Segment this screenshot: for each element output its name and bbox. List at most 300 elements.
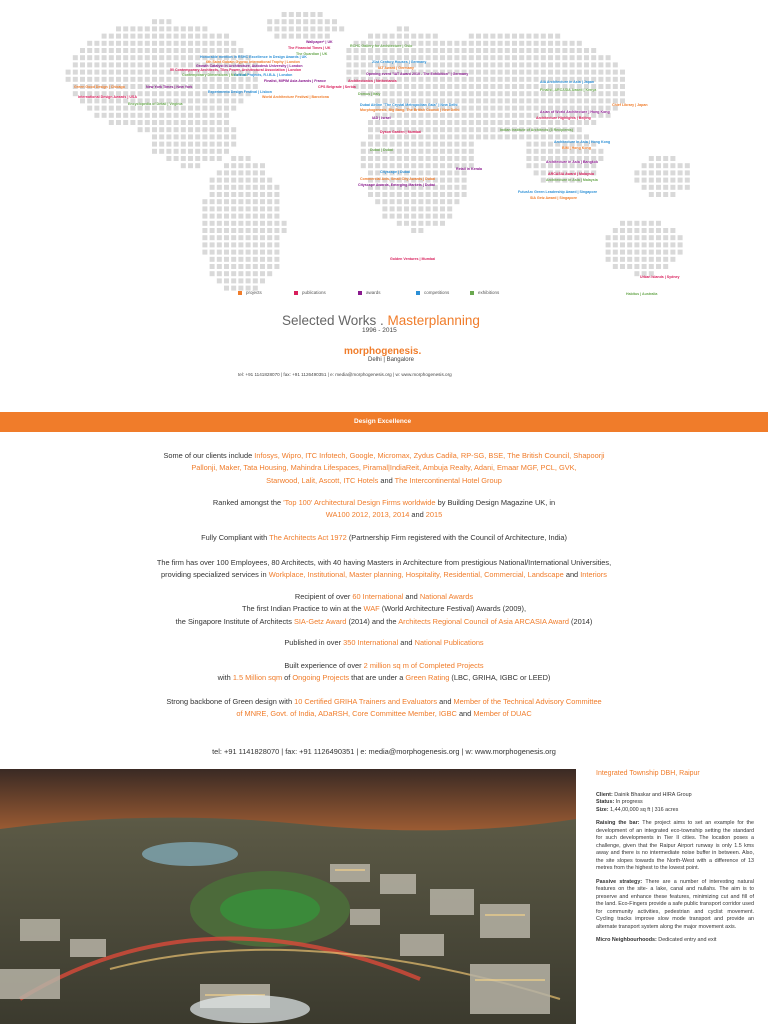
map-dot: [87, 48, 92, 53]
map-dot: [649, 257, 654, 262]
map-dot: [166, 120, 171, 125]
map-dot: [397, 199, 402, 204]
map-dot: [166, 19, 171, 24]
map-award-label: The Guardian | UK: [296, 52, 328, 56]
map-dot: [94, 98, 99, 103]
map-dot: [260, 242, 265, 247]
map-dot: [123, 70, 128, 75]
map-dot: [152, 77, 157, 82]
map-dot: [174, 142, 179, 147]
map-dot: [620, 77, 625, 82]
map-dot: [152, 91, 157, 96]
map-dot: [440, 113, 445, 118]
text: and: [456, 709, 474, 719]
map-dot: [454, 156, 459, 161]
map-dot: [483, 34, 488, 39]
map-dot: [505, 55, 510, 60]
map-dot: [404, 34, 409, 39]
map-dot: [210, 34, 215, 39]
map-dot: [404, 192, 409, 197]
map-dot: [447, 170, 452, 175]
map-dot: [440, 41, 445, 46]
map-dot: [404, 113, 409, 118]
map-dot: [433, 77, 438, 82]
map-dot: [253, 264, 258, 269]
map-dot: [678, 163, 683, 168]
map-dot: [598, 149, 603, 154]
map-award-label: 21st Century Houses | Germany: [372, 60, 427, 64]
map-dot: [613, 250, 618, 255]
cover-title: [282, 313, 480, 328]
map-dot: [577, 120, 582, 125]
map-dot: [210, 235, 215, 240]
highlight: 60 International: [352, 592, 404, 601]
map-dot: [454, 48, 459, 53]
map-dot: [418, 91, 423, 96]
map-dot: [483, 127, 488, 132]
map-dot: [80, 70, 85, 75]
map-dot: [188, 26, 193, 31]
map-dot: [462, 178, 467, 183]
map-dot: [433, 156, 438, 161]
map-dot: [224, 278, 229, 283]
map-dot: [562, 70, 567, 75]
map-dot: [382, 199, 387, 204]
map-dot: [346, 62, 351, 67]
map-dot: [102, 62, 107, 67]
map-dot: [260, 228, 265, 233]
map-dot: [116, 120, 121, 125]
map-dot: [476, 84, 481, 89]
text: (World Architecture Festival) Awards (2009),: [379, 604, 527, 614]
map-dot: [418, 142, 423, 147]
map-award-label: FuturArc Green Leadership Award | Singapore: [518, 190, 598, 194]
map-dot: [498, 77, 503, 82]
map-dot: [462, 77, 467, 82]
map-dot: [505, 84, 510, 89]
map-award-label: Architecture Highlights | Beijing: [536, 116, 591, 120]
map-dot: [361, 62, 366, 67]
map-dot: [238, 163, 243, 168]
map-dot: [375, 199, 380, 204]
map-dot: [505, 120, 510, 125]
map-award-label: Domus | Italy: [358, 92, 381, 96]
map-dot: [483, 98, 488, 103]
map-dot: [606, 98, 611, 103]
map-dot: [454, 170, 459, 175]
map-dot: [195, 77, 200, 82]
map-dot: [447, 62, 452, 67]
map-dot: [541, 41, 546, 46]
map-dot: [210, 134, 215, 139]
map-dot: [656, 228, 661, 233]
map-dot: [123, 55, 128, 60]
map-dot: [433, 55, 438, 60]
map-dot: [152, 62, 157, 67]
map-dot: [159, 70, 164, 75]
map-dot: [526, 120, 531, 125]
map-dot: [447, 206, 452, 211]
map-dot: [282, 12, 287, 17]
map-dot: [526, 77, 531, 82]
map-dot: [426, 221, 431, 226]
map-dot: [397, 221, 402, 226]
map-dot: [462, 113, 467, 118]
map-dot: [418, 163, 423, 168]
map-dot: [627, 228, 632, 233]
map-dot: [498, 98, 503, 103]
map-dot: [440, 84, 445, 89]
map-dot: [174, 127, 179, 132]
text: and: [378, 475, 395, 485]
text: Built experience of over: [284, 661, 364, 670]
map-dot: [490, 98, 495, 103]
green-paragraph: [0, 696, 768, 721]
map-dot: [426, 199, 431, 204]
map-dot: [87, 70, 92, 75]
map-dot: [123, 106, 128, 111]
map-dot: [440, 91, 445, 96]
map-dot: [123, 26, 128, 31]
map-dot: [656, 185, 661, 190]
map-dot: [238, 250, 243, 255]
map-dot: [174, 55, 179, 60]
map-dot: [440, 170, 445, 175]
map-dot: [649, 242, 654, 247]
map-dot: [462, 106, 467, 111]
map-dot: [202, 142, 207, 147]
map-dot: [138, 127, 143, 132]
map-dot: [498, 62, 503, 67]
map-dot: [159, 62, 164, 67]
map-dot: [685, 163, 690, 168]
map-dot: [260, 271, 265, 276]
map-dot: [102, 34, 107, 39]
map-dot: [354, 48, 359, 53]
map-dot: [238, 214, 243, 219]
map-dot: [202, 250, 207, 255]
map-dot: [152, 106, 157, 111]
map-dot: [231, 98, 236, 103]
map-dot: [260, 278, 265, 283]
map-dot: [454, 84, 459, 89]
map-dot: [476, 98, 481, 103]
legend-swatch-icon: [238, 291, 242, 295]
map-dot: [382, 163, 387, 168]
map-dot: [404, 149, 409, 154]
map-dot: [642, 235, 647, 240]
map-dot: [541, 62, 546, 67]
map-dot: [80, 98, 85, 103]
map-dot: [411, 34, 416, 39]
map-dot: [541, 134, 546, 139]
map-dot: [116, 26, 121, 31]
map-dot: [469, 142, 474, 147]
map-dot: [642, 264, 647, 269]
map-dot: [217, 271, 222, 276]
text: The first Indian Practice to win at the: [241, 604, 364, 614]
map-dot: [109, 55, 114, 60]
map-dot: [440, 55, 445, 60]
map-dot: [174, 106, 179, 111]
map-dot: [663, 163, 668, 168]
map-dot: [498, 113, 503, 118]
legend-label: awards: [366, 290, 381, 295]
map-dot: [598, 91, 603, 96]
map-dot: [354, 55, 359, 60]
map-dot: [498, 41, 503, 46]
legend-item-exhibitions: [470, 290, 499, 295]
map-dot: [670, 257, 675, 262]
text: Ranked amongst the: [212, 498, 284, 507]
map-dot: [109, 77, 114, 82]
map-dot: [210, 156, 215, 161]
map-dot: [181, 48, 186, 53]
map-dot: [656, 156, 661, 161]
map-dot: [685, 185, 690, 190]
map-dot: [202, 48, 207, 53]
map-dot: [368, 34, 373, 39]
map-dot: [606, 91, 611, 96]
map-award-label: Asian of World Architecture | Hong Kong: [540, 110, 610, 114]
map-dot: [483, 91, 488, 96]
map-dot: [483, 62, 488, 67]
map-dot: [454, 134, 459, 139]
map-dot: [195, 26, 200, 31]
map-dot: [94, 77, 99, 82]
map-dot: [217, 228, 222, 233]
map-dot: [181, 34, 186, 39]
map-dot: [541, 149, 546, 154]
label: Client:: [596, 791, 613, 798]
map-dot: [152, 70, 157, 75]
map-dot: [253, 170, 258, 175]
map-dot: [519, 77, 524, 82]
map-dot: [613, 70, 618, 75]
map-dot: [231, 170, 236, 175]
map-dot: [411, 142, 416, 147]
map-dot: [454, 91, 459, 96]
map-dot: [267, 19, 272, 24]
map-dot: [390, 163, 395, 168]
map-dot: [253, 271, 258, 276]
map-dot: [325, 26, 330, 31]
map-dot: [490, 91, 495, 96]
map-dot: [181, 120, 186, 125]
map-dot: [246, 214, 251, 219]
map-dot: [217, 192, 222, 197]
map-dot: [246, 178, 251, 183]
map-dot: [534, 156, 539, 161]
map-dot: [447, 156, 452, 161]
map-dot: [505, 106, 510, 111]
map-dot: [570, 62, 575, 67]
map-dot: [116, 77, 121, 82]
map-dot: [238, 77, 243, 82]
map-dot: [505, 77, 510, 82]
map-dot: [447, 199, 452, 204]
map-dot: [620, 264, 625, 269]
map-dot: [123, 120, 128, 125]
map-dot: [418, 34, 423, 39]
map-dot: [555, 55, 560, 60]
value: Dedicated entry and exit: [656, 937, 717, 943]
map-dot: [166, 34, 171, 39]
map-dot: [505, 91, 510, 96]
map-dot: [620, 70, 625, 75]
map-dot: [361, 55, 366, 60]
map-dot: [94, 55, 99, 60]
map-dot: [224, 113, 229, 118]
map-dot: [426, 127, 431, 132]
map-dot: [260, 235, 265, 240]
map-dot: [159, 55, 164, 60]
map-dot: [462, 48, 467, 53]
map-dot: [289, 26, 294, 31]
map-dot: [253, 221, 258, 226]
map-dot: [159, 134, 164, 139]
map-dot: [598, 98, 603, 103]
map-dot: [80, 62, 85, 67]
map-dot: [670, 235, 675, 240]
map-dot: [310, 26, 315, 31]
map-award-label: Honorable mention in RSHC Excellence in Design Awards | UK: [200, 55, 307, 59]
map-dot: [375, 34, 380, 39]
map-dot: [447, 41, 452, 46]
map-dot: [656, 192, 661, 197]
map-dot: [231, 221, 236, 226]
map-dot: [656, 242, 661, 247]
map-dot: [80, 77, 85, 82]
map-dot: [562, 62, 567, 67]
map-dot: [397, 163, 402, 168]
map-dot: [188, 120, 193, 125]
map-dot: [411, 206, 416, 211]
recipient-paragraph: [0, 591, 768, 628]
highlight: Workplace, Institutional, Master planning, Hospitality, Residential, Commercial, Landscape: [268, 570, 564, 580]
map-dot: [217, 84, 222, 89]
map-dot: [620, 228, 625, 233]
map-dot: [282, 228, 287, 233]
map-dot: [188, 34, 193, 39]
map-dot: [382, 142, 387, 147]
map-dot: [238, 264, 243, 269]
highlight: 350 International: [343, 638, 399, 647]
map-award-label: Cityscape Awards, Emerging Markets | Dubai: [358, 183, 435, 187]
map-award-label: Chief Library | Japan: [612, 103, 648, 107]
map-dot: [138, 70, 143, 75]
map-dot: [577, 98, 582, 103]
map-dot: [483, 77, 488, 82]
map-dot: [656, 235, 661, 240]
map-dot: [606, 257, 611, 262]
map-dot: [404, 91, 409, 96]
map-dot: [483, 84, 488, 89]
map-dot: [634, 178, 639, 183]
map-dot: [534, 77, 539, 82]
map-dot: [498, 70, 503, 75]
highlight: WA100 2012, 2013, 2014: [325, 510, 410, 520]
map-dot: [613, 84, 618, 89]
map-dot: [231, 271, 236, 276]
map-dot: [584, 134, 589, 139]
map-dot: [447, 214, 452, 219]
map-dot: [145, 77, 150, 82]
map-award-label: International Design Awards | USA: [78, 95, 137, 99]
map-dot: [490, 84, 495, 89]
map-dot: [368, 142, 373, 147]
map-dot: [447, 113, 452, 118]
map-dot: [519, 55, 524, 60]
map-dot: [469, 70, 474, 75]
map-dot: [454, 127, 459, 132]
map-award-label: Architecture in Asia | Hong Kong: [554, 140, 611, 144]
map-dot: [519, 34, 524, 39]
legend-item-publications: [294, 290, 326, 295]
map-dot: [246, 257, 251, 262]
map-dot: [246, 228, 251, 233]
map-dot: [483, 55, 488, 60]
map-dot: [174, 156, 179, 161]
map-dot: [231, 214, 236, 219]
map-dot: [246, 163, 251, 168]
map-dot: [289, 34, 294, 39]
map-dot: [613, 235, 618, 240]
label: Passive strategy:: [596, 878, 643, 885]
map-dot: [166, 149, 171, 154]
map-dot: [519, 62, 524, 67]
map-dot: [210, 84, 215, 89]
map-dot: [440, 163, 445, 168]
map-dot: [498, 55, 503, 60]
map-award-label: Dyson Garden | Mumbai: [380, 130, 422, 134]
map-dot: [231, 156, 236, 161]
map-dot: [555, 34, 560, 39]
map-dot: [519, 84, 524, 89]
map-dot: [584, 55, 589, 60]
map-dot: [224, 228, 229, 233]
map-dot: [541, 48, 546, 53]
map-dot: [642, 170, 647, 175]
map-dot: [397, 120, 402, 125]
map-dot: [217, 178, 222, 183]
map-award-label: New York Times | New York: [146, 85, 193, 89]
map-award-label: The Financial Times | UK: [288, 46, 331, 50]
map-dot: [469, 62, 474, 67]
map-dot: [440, 48, 445, 53]
map-dot: [138, 106, 143, 111]
map-dot: [267, 192, 272, 197]
map-dot: [166, 62, 171, 67]
map-dot: [94, 113, 99, 118]
map-dot: [188, 163, 193, 168]
map-dot: [469, 134, 474, 139]
map-dot: [526, 62, 531, 67]
map-dot: [202, 77, 207, 82]
map-dot: [404, 84, 409, 89]
map-dot: [130, 26, 135, 31]
map-dot: [411, 221, 416, 226]
map-dot: [231, 134, 236, 139]
map-dot: [231, 206, 236, 211]
map-dot: [109, 62, 114, 67]
map-award-label: Dubai | Dubai: [370, 148, 393, 152]
map-dot: [217, 199, 222, 204]
map-dot: [138, 77, 143, 82]
map-dot: [231, 257, 236, 262]
map-dot: [224, 48, 229, 53]
map-dot: [454, 77, 459, 82]
